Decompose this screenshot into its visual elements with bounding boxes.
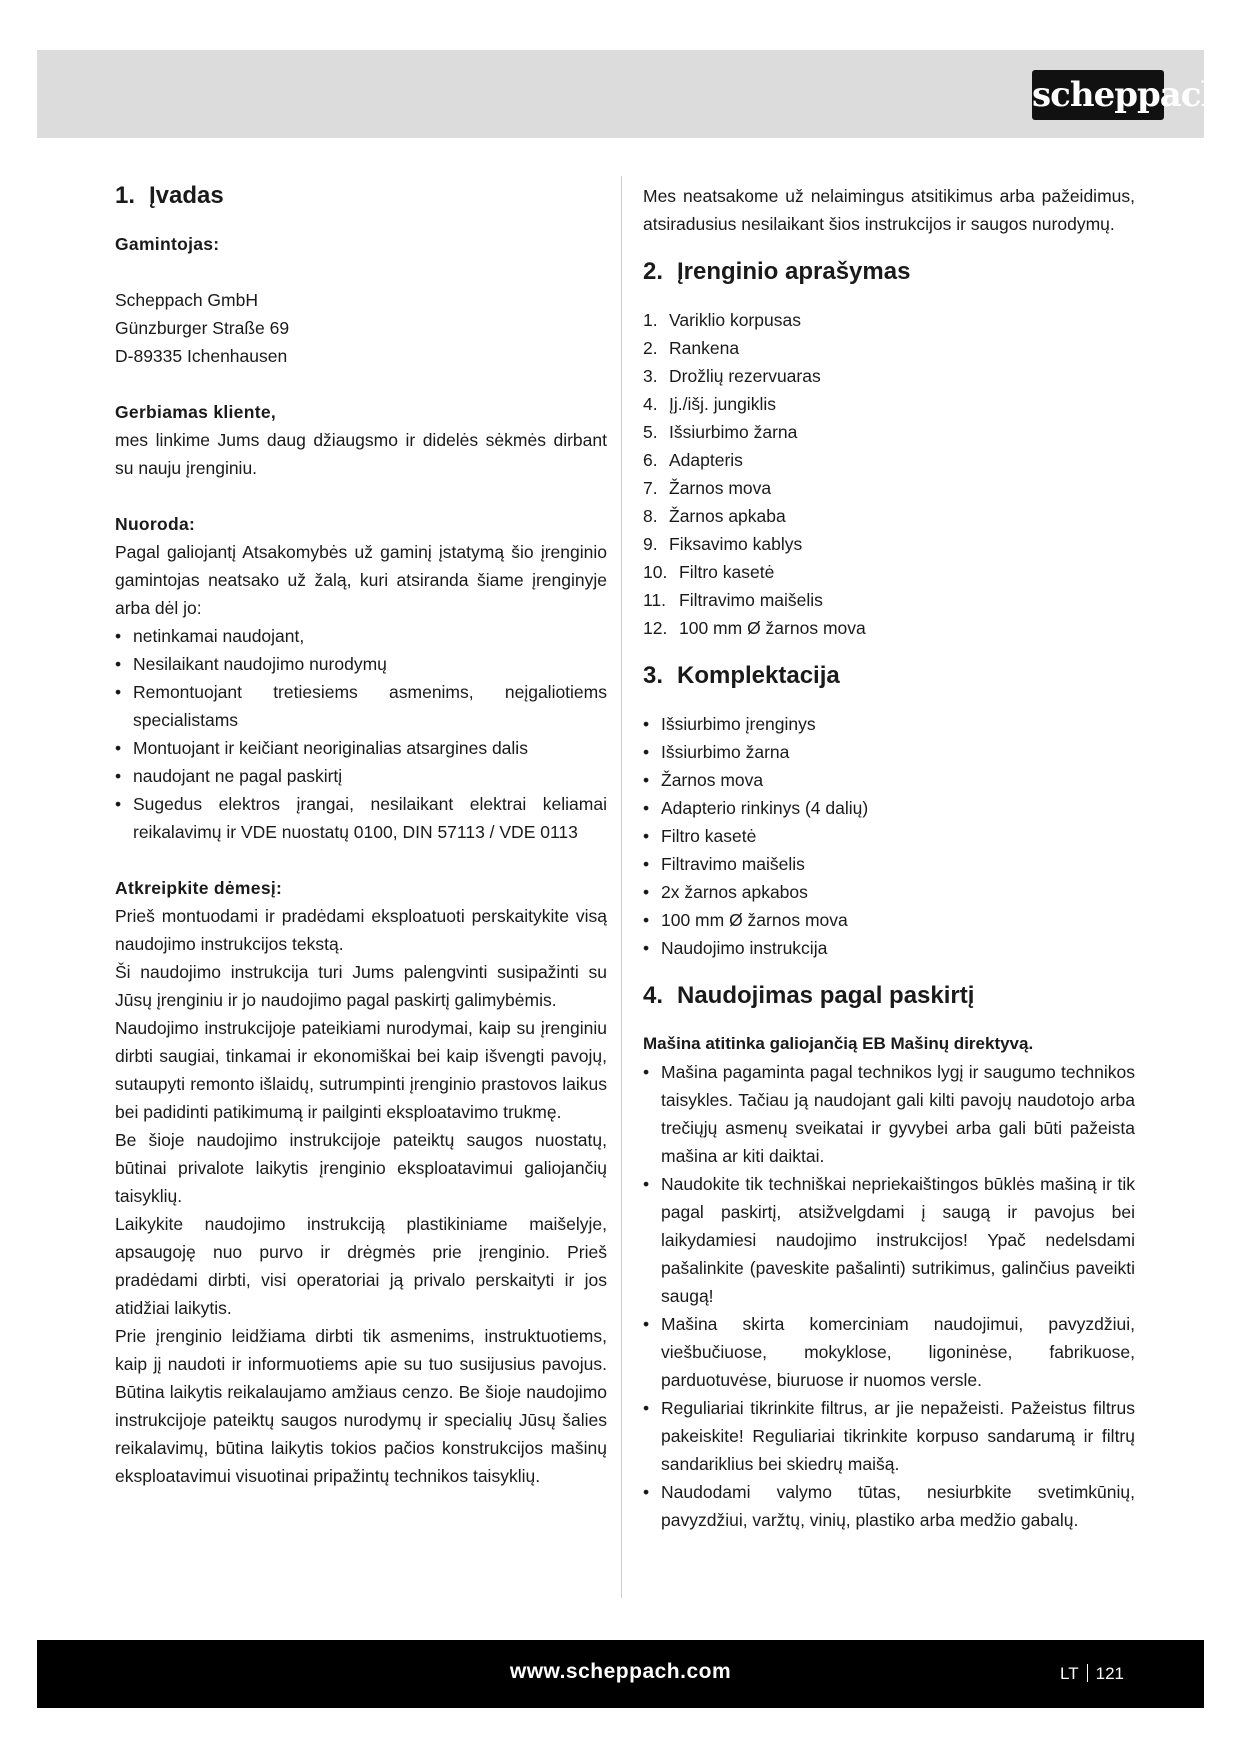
list-item: • netinkamai naudojant,	[115, 626, 305, 646]
section-3-heading: 3. Komplektacija	[643, 662, 840, 689]
list-item: • Išsiurbimo žarna	[643, 742, 790, 762]
header-band	[37, 50, 1225, 138]
list-item: • 100 mm Ø žarnos mova	[643, 910, 848, 930]
list-item: • Išsiurbimo įrenginys	[643, 714, 816, 734]
attention-text: Prieš montuodami ir pradėdami eksploatuoti perskaitykite visą naudojimo instrukcijos tekstą. Ši naudojimo instrukcija turi Jums palengvinti susipažinti su Jūsų įrenginiu ir jo naudojimo pagal paskirtį galimybėmis. Naudojimo instrukcijoje pateikiami nurodymai, kaip su įrenginiu dirbti saugiai, tinkamai ir ekonomiškai bei kaip išvengti pavojų, sutaupyti remonto išlaidų, sutrumpinti įrenginio prastovos laikus bei padidinti patikimumą ir pailginti eksploatavimo trukmę. Be šioje naudojimo instrukcijoje pateiktų saugos nuostatų, būtinai privalote laikytis įrenginio eksploatavimui galiojančių taisyklių. Laikykite naudojimo instrukciją plastikiniame maišelyje, apsaugoję nuo purvo ir drėgmės prie įrenginio. Prieš pradėdami dirbti, visi operatoriai ją privalo perskaityti ir jos atidžiai laikytis. Prie įrenginio leidžiama dirbti tik asmenims, instruktuotiems, kaip jį naudoti ir informuotiems apie su tuo susijusius pavojus. Būtina laikytis reikalaujamo amžiaus cenzo. Be šioje naudojimo instrukcijoje pateiktų saugos nurodymų ir specialių Jūsų šalies reikalavimų, būtina laikytis tokios pačios konstrukcijos mašinų eksploatavimui visuotinai pripažintų technikos taisyklių.	[115, 906, 607, 1486]
section-2-heading: 2. Įrenginio aprašymas	[643, 258, 911, 285]
list-item: 8. Žarnos apkaba	[643, 506, 786, 526]
right-column	[643, 176, 1135, 1534]
scheppach-logo: scheppach	[1032, 70, 1164, 120]
page-number: LT 121	[1060, 1664, 1124, 1683]
dear-customer-label: Gerbiamas kliente,	[115, 402, 277, 422]
list-item: 3. Drožlių rezervuaras	[643, 366, 821, 386]
list-item: • 2x žarnos apkabos	[643, 882, 808, 902]
footer-bar	[37, 1640, 1204, 1708]
note-text: Pagal galiojantį Atsakomybės už gaminį įstatymą šio įrenginio gamintojas neatsako už žalą, kuri atsiranda šiame įrenginyje arba dėl jo:	[115, 542, 607, 618]
manufacturer-label: Gamintojas:	[115, 234, 220, 254]
list-item: • Mašina skirta komerciniam naudojimui, pavyzdžiui, viešbučiuose, mokyklose, ligoninėse, fabrikuose, parduotuvėse, biuruose ir nuomos versle.	[643, 1314, 1135, 1390]
kit-list	[643, 710, 1135, 962]
list-item: 12. 100 mm Ø žarnos mova	[643, 618, 866, 638]
list-item: 5. Išsiurbimo žarna	[643, 422, 798, 442]
list-item: • Žarnos mova	[643, 770, 764, 790]
column-divider	[621, 176, 622, 1598]
liability-text: Mes neatsakome už nelaimingus atsitikimus arba pažeidimus, atsiradusius nesilaikant šios instrukcijos ir saugos nurodymų.	[643, 186, 1135, 234]
list-item: • Naudojimo instrukcija	[643, 938, 828, 958]
note-bullet-list	[115, 622, 607, 846]
footer-website: www.scheppach.com	[509, 1660, 732, 1683]
list-item: • Sugedus elektros įrangai, nesilaikant elektrai keliamai reikalavimų ir VDE nuostatų 0100, DIN 57113 / VDE 0113	[115, 794, 607, 842]
list-item: • Reguliariai tikrinkite filtrus, ar jie nepažeisti. Pažeistus filtrus pakeiskite! Reguliariai tikrinkite korpuso sandarumą ir filtrų sandariklius bei skiedrų maišą.	[643, 1398, 1135, 1474]
list-item: • Naudokite tik techniškai nepriekaištingos būklės mašiną ir tik pagal paskirtį, atsižvelgdami į saugą ir pavojus bei laikydamiesi naudojimo instrukcijos! Ypač nedelsdami pašalinkite (paveskite pašalinti) sutrikimus, galinčius paveikti saugą!	[643, 1174, 1135, 1306]
list-item: • Filtro kasetė	[643, 826, 757, 846]
list-item: 6. Adapteris	[643, 450, 743, 470]
section-4-heading: 4. Naudojimas pagal paskirtį	[643, 982, 975, 1009]
attention-label: Atkreipkite dėmesį:	[115, 878, 283, 898]
list-item: • Filtravimo maišelis	[643, 854, 805, 874]
manufacturer-address: Scheppach GmbH Günzburger Straße 69 D-89335 Ichenhausen	[115, 290, 290, 366]
dear-customer-text: mes linkime Jums daug džiaugsmo ir didelės sėkmės dirbant su nauju įrenginiu.	[115, 430, 607, 478]
list-item: • Adapterio rinkinys (4 dalių)	[643, 798, 869, 818]
list-item: • naudojant ne pagal paskirtį	[115, 766, 343, 786]
left-column	[115, 176, 607, 1490]
list-item: • Remontuojant tretiesiems asmenims, neįgaliotiems specialistams	[115, 682, 607, 730]
directive-subheading: Mašina atitinka galiojančią EB Mašinų direktyvą.	[643, 1034, 1034, 1053]
list-item: 2. Rankena	[643, 338, 740, 358]
list-item: • Naudodami valymo tūtas, nesiurbkite svetimkūnių, pavyzdžiui, varžtų, vinių, plastiko arba medžio gabalų.	[643, 1482, 1135, 1530]
list-item: 11. Filtravimo maišelis	[643, 590, 823, 610]
list-item: 1. Variklio korpusas	[643, 310, 801, 330]
section-1-heading: 1. Įvadas	[115, 182, 224, 209]
list-item: 7. Žarnos mova	[643, 478, 772, 498]
list-item: 4. Įj./išj. jungiklis	[643, 394, 776, 414]
parts-list	[643, 306, 1135, 642]
list-item: • Mašina pagaminta pagal technikos lygį ir saugumo technikos taisykles. Tačiau ją naudojant gali kilti pavojų naudotojo arba trečiųjų asmenų sveikatai ir gyvybei arba gali būti pažeista mašina ar kiti daiktai.	[643, 1062, 1135, 1166]
list-item: 10. Filtro kasetė	[643, 562, 775, 582]
note-label: Nuoroda:	[115, 514, 196, 534]
intended-use-list	[643, 1058, 1135, 1534]
list-item: • Montuojant ir keičiant neoriginalias atsargines dalis	[115, 738, 528, 758]
list-item: • Nesilaikant naudojimo nurodymų	[115, 654, 387, 674]
list-item: 9. Fiksavimo kablys	[643, 534, 803, 554]
